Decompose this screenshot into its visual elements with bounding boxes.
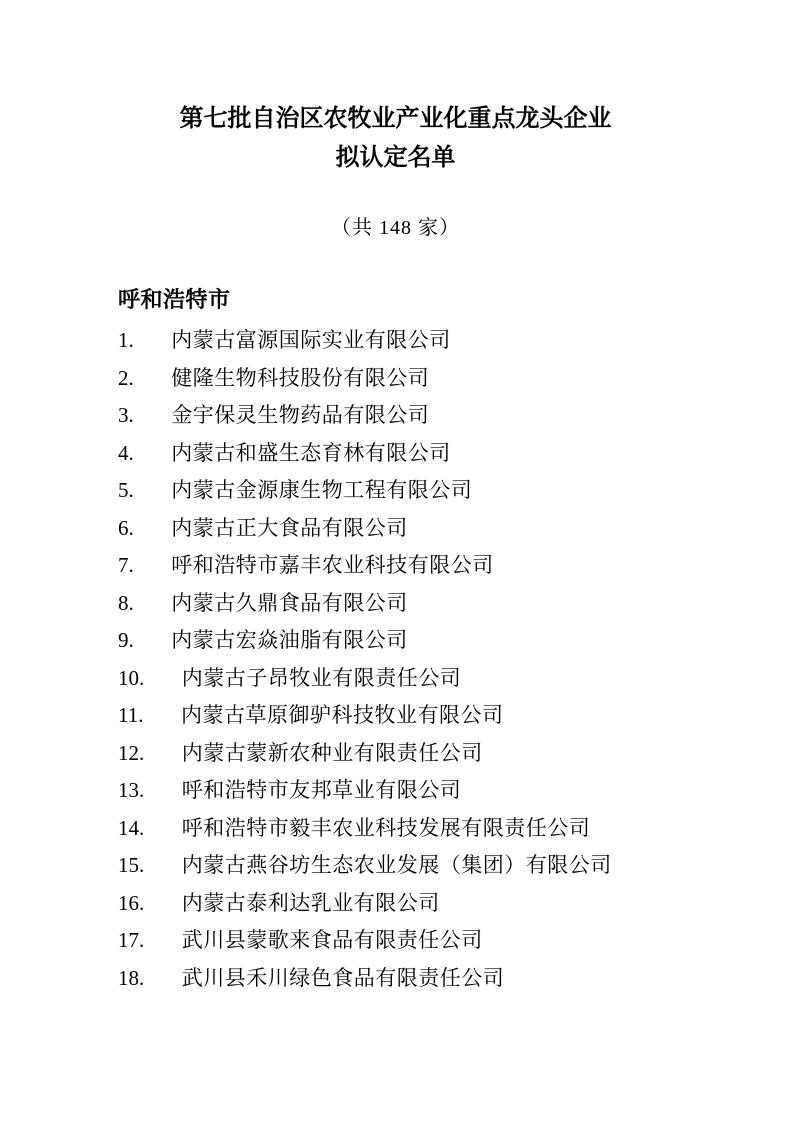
company-number: 2. <box>118 365 134 390</box>
company-name: 内蒙古草原御驴科技牧业有限公司 <box>180 703 504 727</box>
company-number: 11. <box>118 703 144 727</box>
total-count-note: （共 148 家） <box>331 217 460 239</box>
company-number: 1. <box>118 328 134 352</box>
company-number: 16. <box>118 890 145 915</box>
company-name: 内蒙古金源康生物工程有限公司 <box>171 478 473 502</box>
company-list-item <box>118 810 673 848</box>
company-list <box>118 322 673 997</box>
company-name: 内蒙古子昂牧业有限责任公司 <box>181 665 462 690</box>
company-list-item <box>118 435 673 473</box>
company-list-item <box>118 322 673 360</box>
company-list-item <box>118 735 673 773</box>
company-name: 呼和浩特市嘉丰农业科技有限公司 <box>171 553 494 577</box>
company-name: 呼和浩特市友邦草业有限公司 <box>181 778 462 802</box>
company-list-item <box>118 660 673 698</box>
company-list-item <box>118 622 673 660</box>
company-number: 4. <box>118 440 134 465</box>
company-list-item <box>118 960 673 998</box>
company-number: 10. <box>118 665 145 690</box>
company-list-item <box>118 397 673 435</box>
company-list-item <box>118 472 673 510</box>
company-number: 8. <box>118 590 134 615</box>
company-list-item <box>118 510 673 548</box>
company-name: 武川县禾川绿色食品有限责任公司 <box>181 965 505 990</box>
company-name: 武川县蒙歌来食品有限责任公司 <box>181 928 483 952</box>
company-name: 内蒙古泰利达乳业有限公司 <box>181 890 440 915</box>
company-list-item <box>118 885 673 923</box>
company-name: 内蒙古燕谷坊生态农业发展（集团）有限公司 <box>181 853 612 877</box>
company-number: 15. <box>118 853 145 877</box>
company-number: 3. <box>118 403 134 427</box>
company-list-item <box>118 697 673 735</box>
company-name: 内蒙古蒙新农种业有限责任公司 <box>181 740 483 765</box>
company-name: 健隆生物科技股份有限公司 <box>171 365 430 390</box>
company-number: 18. <box>118 965 145 990</box>
company-name: 内蒙古久鼎食品有限公司 <box>171 590 408 615</box>
company-number: 12. <box>118 740 145 765</box>
company-list-item <box>118 922 673 960</box>
company-list-item <box>118 585 673 623</box>
company-name: 内蒙古和盛生态育林有限公司 <box>171 440 451 465</box>
document-title-line1: 第七批自治区农牧业产业化重点龙头企业 <box>179 104 612 132</box>
document-title-line2: 拟认定名单 <box>335 143 456 171</box>
company-name: 金宇保灵生物药品有限公司 <box>171 403 430 427</box>
section-title-hohhot: 呼和浩特市 <box>118 288 231 313</box>
company-name: 内蒙古宏焱油脂有限公司 <box>171 628 408 652</box>
document-title <box>118 99 673 177</box>
company-number: 7. <box>118 553 134 577</box>
company-name: 内蒙古富源国际实业有限公司 <box>171 328 451 352</box>
company-number: 17. <box>118 928 145 952</box>
company-number: 13. <box>118 778 145 802</box>
company-name: 呼和浩特市毅丰农业科技发展有限责任公司 <box>181 815 591 840</box>
company-list-item <box>118 772 673 810</box>
company-list-item <box>118 847 673 885</box>
company-list-item <box>118 547 673 585</box>
company-name: 内蒙古正大食品有限公司 <box>171 515 408 540</box>
company-number: 9. <box>118 628 134 652</box>
company-number: 6. <box>118 515 134 540</box>
company-number: 14. <box>118 815 145 840</box>
company-list-item <box>118 360 673 398</box>
company-number: 5. <box>118 478 134 502</box>
